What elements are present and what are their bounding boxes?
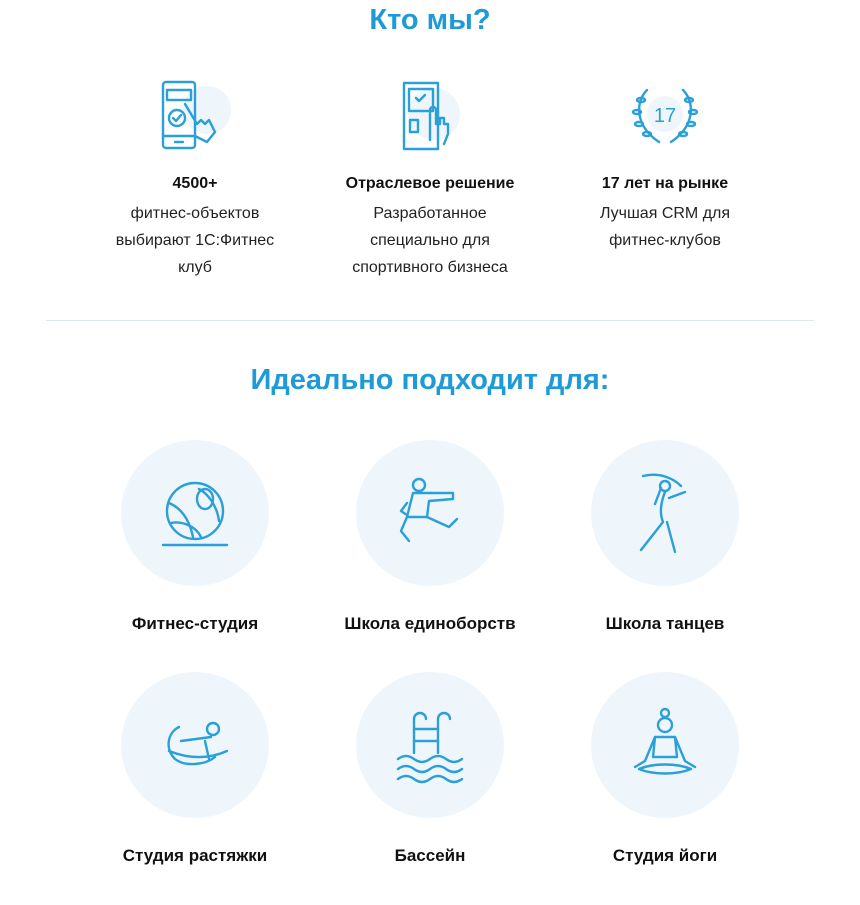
- fit-card-pool: [310, 672, 550, 866]
- feature-heading: 4500+: [172, 175, 218, 192]
- martial-arts-icon: [385, 473, 475, 553]
- fit-card-yoga: [545, 672, 785, 866]
- fit-label: Студия йоги: [612, 846, 718, 865]
- fit-label: Студия растяжки: [122, 846, 268, 865]
- pool-icon: [390, 705, 470, 785]
- fit-label: Школа танцев: [605, 614, 725, 633]
- fit-card-stretching: [75, 672, 315, 866]
- laurel-17-icon: [625, 80, 705, 152]
- dancer-icon: [625, 468, 705, 558]
- fit-card-fitness: [75, 440, 315, 634]
- fits-title: Идеально подходит для:: [250, 364, 610, 396]
- yoga-icon: [625, 705, 705, 785]
- fit-card-martial-arts: [310, 440, 550, 634]
- fit-label: Фитнес-студия: [131, 614, 259, 633]
- stretching-icon: [155, 705, 235, 785]
- who-title: Кто мы?: [369, 4, 491, 36]
- svg-text:17: 17: [653, 105, 677, 127]
- feature-description: Разработанное специально для спортивного бизнеса: [352, 205, 508, 276]
- feature-heading: Отраслевое решение: [345, 175, 515, 192]
- fit-card-dance: [545, 440, 785, 634]
- fitball-icon: [155, 473, 235, 553]
- feature-industry: [310, 80, 550, 281]
- phone-touch-icon: [155, 80, 235, 152]
- feature-description: Лучшая CRM для фитнес-клубов: [599, 205, 731, 249]
- fit-label: Бассейн: [394, 846, 466, 865]
- feature-clients: [75, 80, 315, 281]
- feature-years: [545, 80, 785, 254]
- feature-heading: 17 лет на рынке: [601, 175, 729, 192]
- terminal-touch-icon: [390, 80, 470, 152]
- fit-label: Школа единоборств: [344, 614, 516, 633]
- section-divider: [46, 320, 814, 321]
- feature-description: фитнес-объектов выбирают 1С:Фитнес клуб: [115, 205, 275, 276]
